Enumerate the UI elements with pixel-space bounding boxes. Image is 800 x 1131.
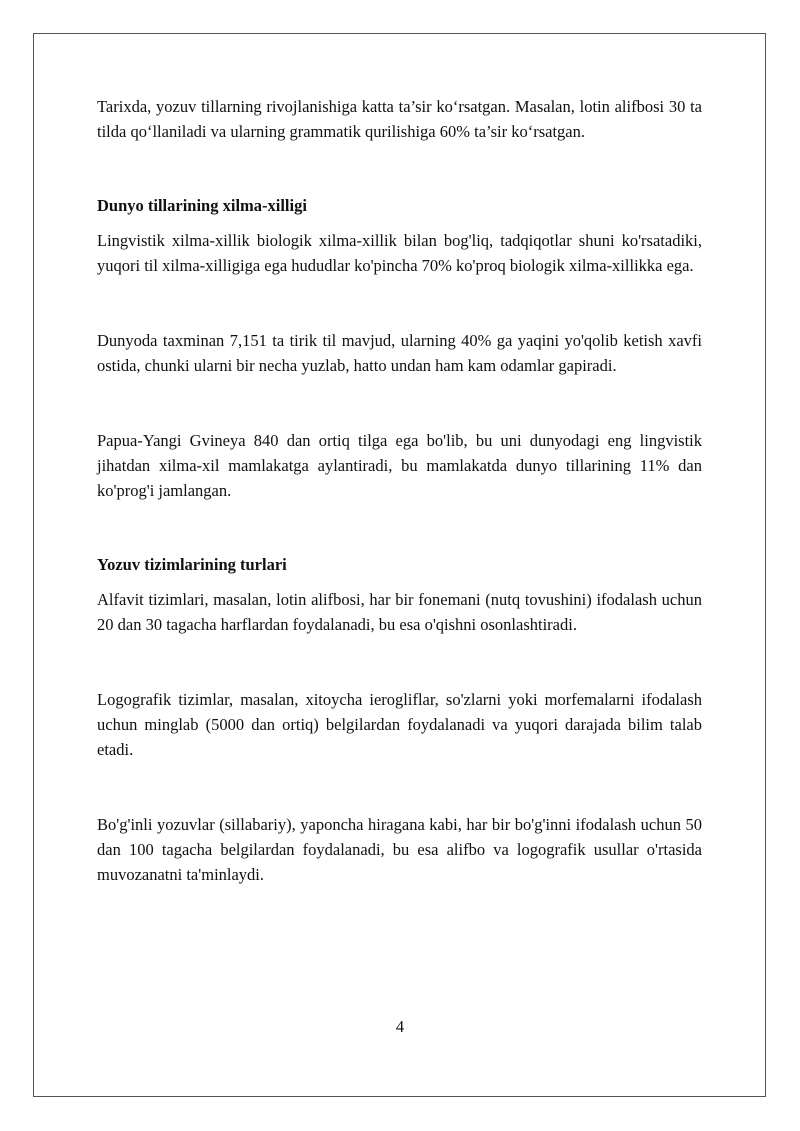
paragraph-intro: Tarixda, yozuv tillarning rivojlanishiga katta ta’sir ko‘rsatgan. Masalan, lotin alifbosi 30 ta tilda qo‘llaniladi va ularning grammatik qurilishiga 60% ta’sir ko‘rsatgan. [97,97,702,141]
paragraph-papua-new-guinea: Papua-Yangi Gvineya 840 dan ortiq tilga ega bo'lib, bu uni dunyodagi eng lingvistik jihatdan xilma-xil mamlakatga aylantiradi, bu mamlakatda dunyo tillarining 11% dan ko'prog'i jamlangan. [97,431,702,500]
heading-language-diversity: Dunyo tillarining xilma-xilligi [97,196,307,215]
page-number: 4 [395,1017,405,1036]
paragraph-alphabetic-systems: Alfavit tizimlari, masalan, lotin alifbosi, har bir fonemani (nutq tovushini) ifodalash uchun 20 dan 30 tagacha harflardan foydalanadi, bu esa o'qishni osonlashtiradi. [97,590,702,634]
paragraph-living-languages: Dunyoda taxminan 7,151 ta tirik til mavjud, ularning 40% ga yaqini yo'qolib ketish xavfi ostida, chunki ularni bir necha yuzlab, hatto undan ham kam odamlar gapiradi. [97,331,702,375]
paragraph-syllabic-systems: Bo'g'inli yozuvlar (sillabariy), yaponcha hiragana kabi, har bir bo'g'inni ifodalash uchun 50 dan 100 tagacha belgilardan foydalanadi, bu esa alifbo va logografik usullar o'rtasida muvozanatni ta'minlaydi. [97,815,702,884]
heading-writing-systems: Yozuv tizimlarining turlari [97,555,287,574]
paragraph-logographic-systems: Logografik tizimlar, masalan, xitoycha ierogliflar, so'zlarni yoki morfemalarni ifodalash uchun minglab (5000 dan ortiq) belgilardan foydalanadi va yuqori darajada bilim talab etadi. [97,690,702,759]
document-body [97,94,702,887]
paragraph-diversity-biology: Lingvistik xilma-xillik biologik xilma-xillik bilan bog'liq, tadqiqotlar shuni ko'rsatadiki, yuqori til xilma-xilligiga ega hududlar ko'pincha 70% ko'proq biologik xilma-xillikka ega. [97,231,702,275]
